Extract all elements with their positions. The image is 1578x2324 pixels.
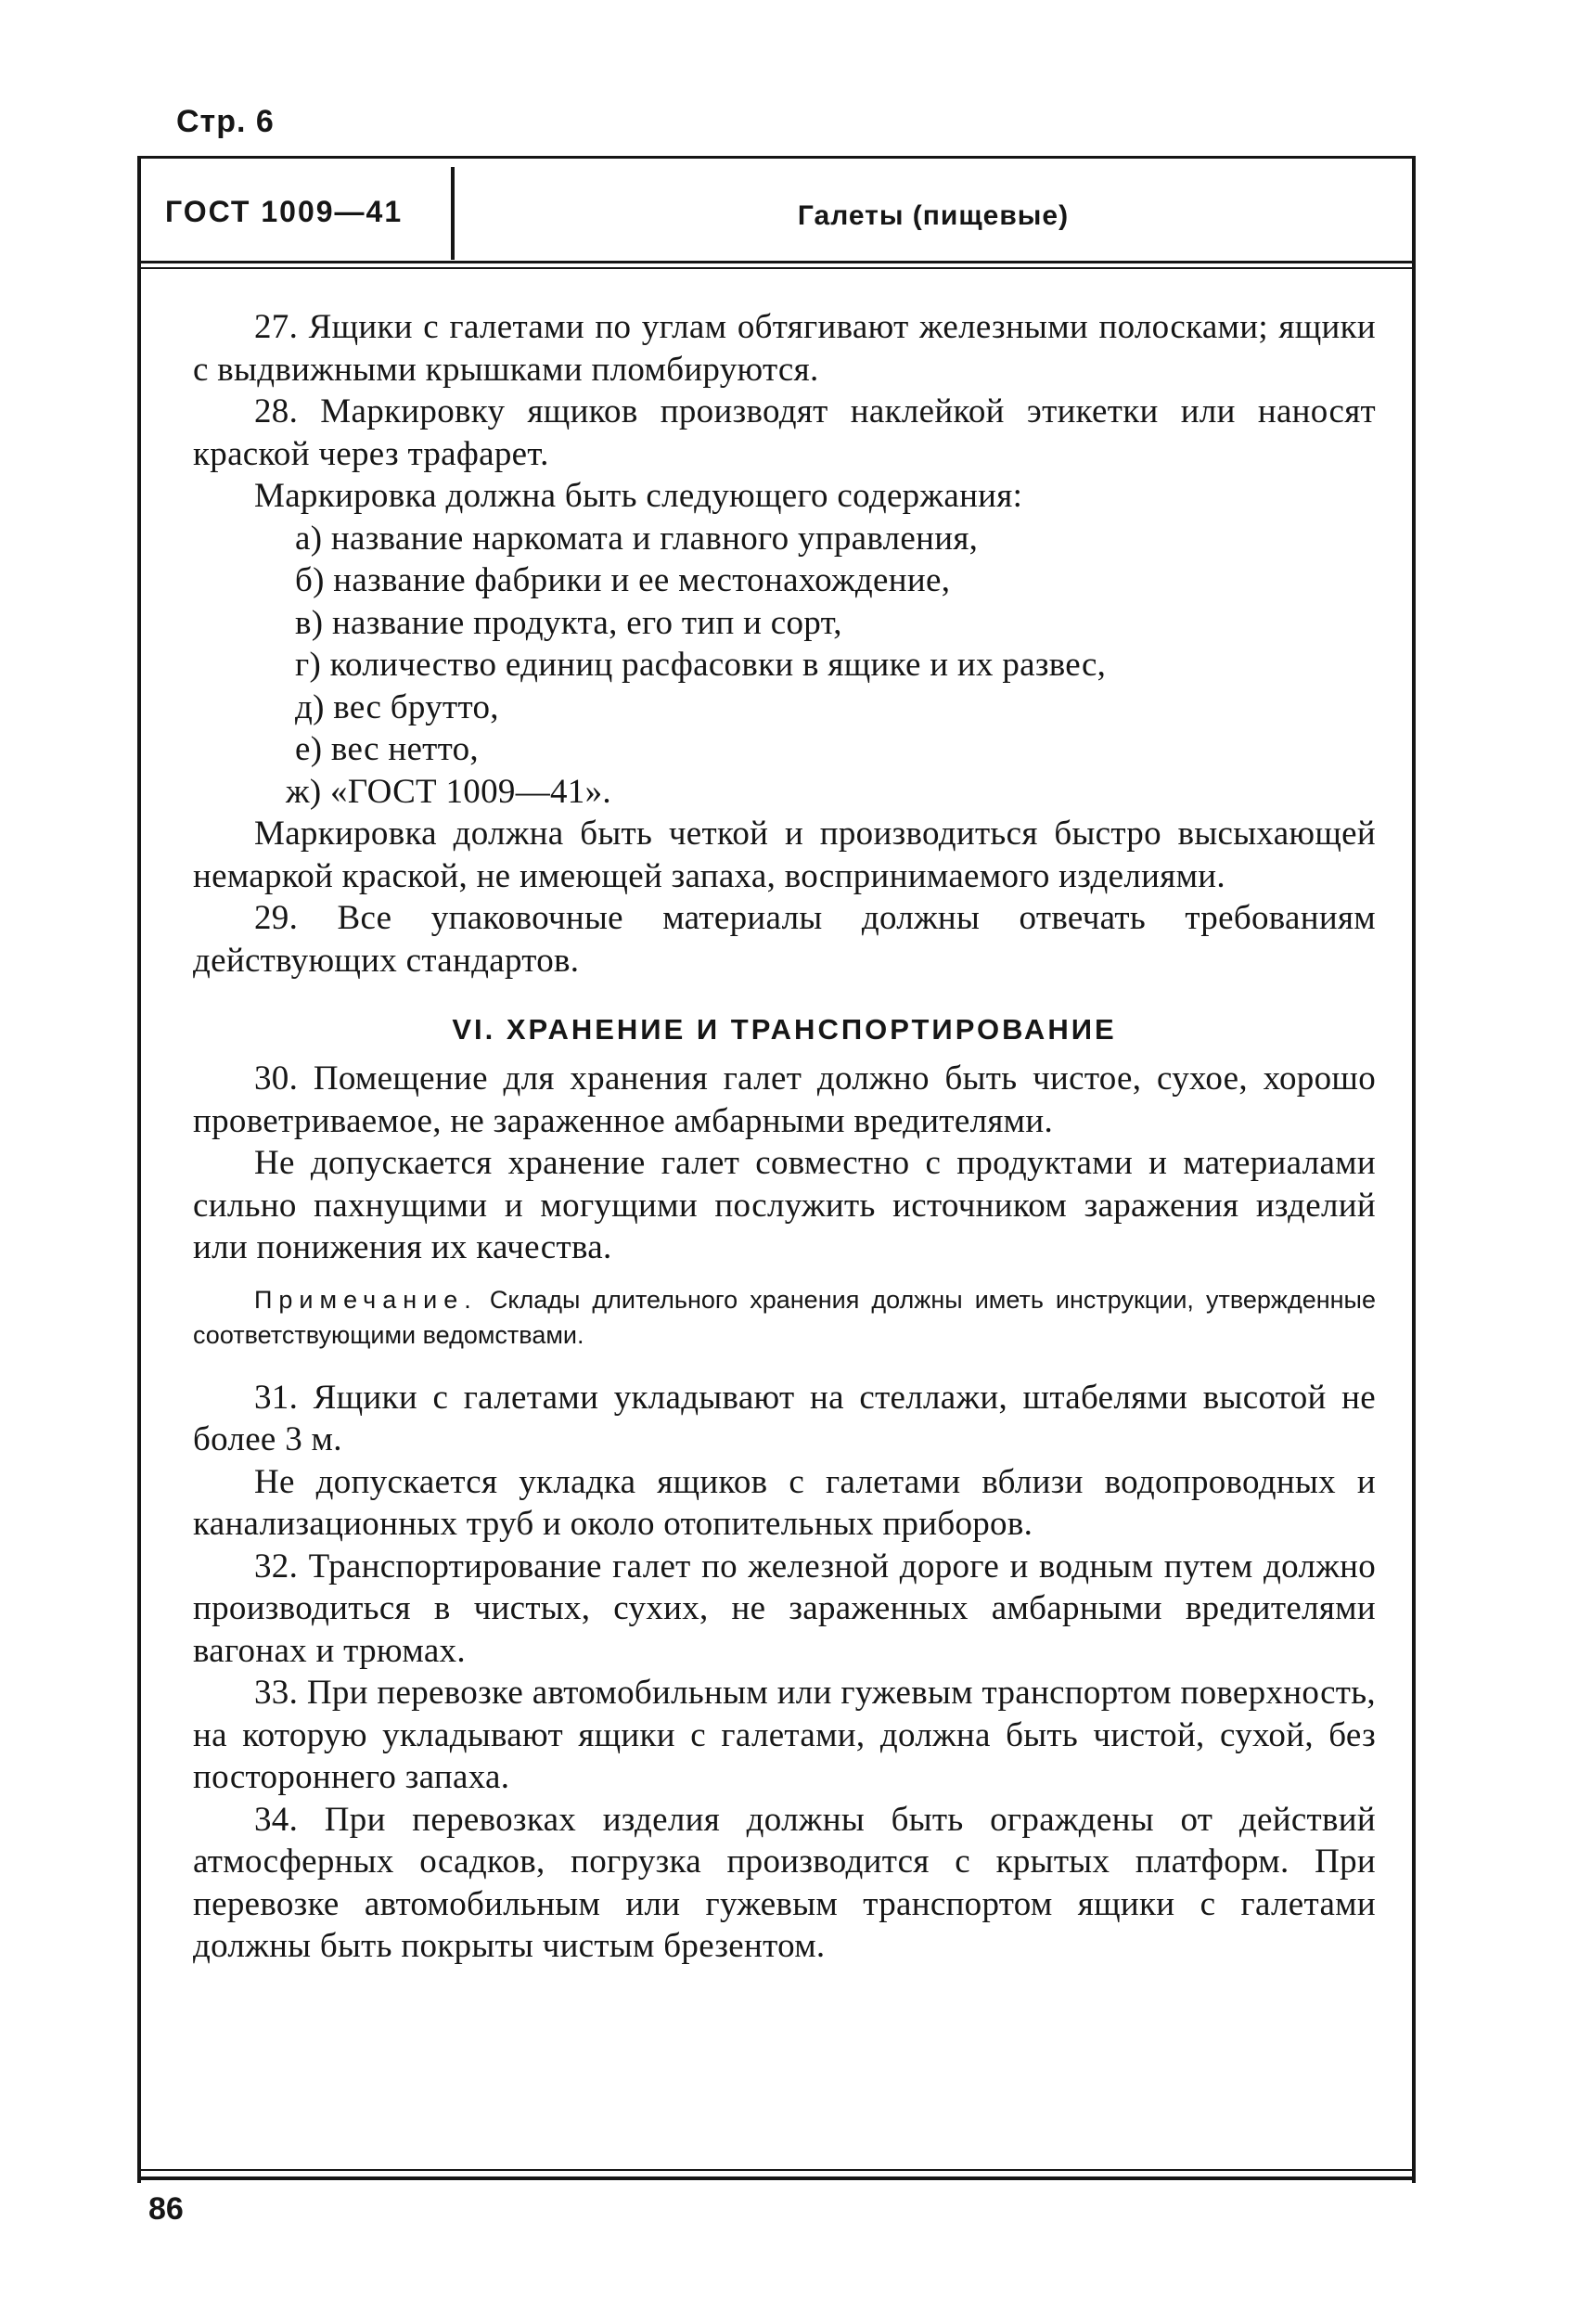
clause-32: 32. Транспортирование галет по железной дороге и водным путем должно производиться в чистых, сухих, не зараженных амбарными вредителями вагонах и трюмах. bbox=[193, 1547, 1376, 1670]
frame-right-border bbox=[1412, 156, 1416, 2183]
clause-28: 28. Маркировку ящиков производят наклейкой этикетки или наносят краской через трафарет. bbox=[193, 392, 1376, 473]
note-label: Примечание. bbox=[254, 1285, 478, 1314]
clause-33: 33. При перевозке автомобильным или гужевым транспортом поверхность, на которую укладывают ящики с галетами, должна быть чистой, сухой, без постороннего запаха. bbox=[193, 1674, 1376, 1796]
frame-left-border bbox=[137, 156, 141, 2183]
marking-list bbox=[193, 518, 1376, 814]
page-number: 86 bbox=[148, 2191, 184, 2227]
clause-29: 29. Все упаковочные материалы должны отвечать требованиям действующих стандартов. bbox=[193, 899, 1376, 980]
header-top-rule bbox=[137, 156, 1416, 159]
clause-31: 31. Ящики с галетами укладывают на стеллажи, штабелями высотой не более 3 м. bbox=[193, 1378, 1376, 1458]
footer-rule-thin bbox=[137, 2169, 1416, 2171]
header-bottom-rule bbox=[137, 261, 1416, 263]
clause-27: 27. Ящики с галетами по углам обтягивают железными полосками; ящики с выдвижными крышками пломбируются. bbox=[193, 308, 1376, 389]
page-label: Стр. 6 bbox=[176, 104, 275, 139]
clause-31-placement-restriction: Не допускается укладка ящиков с галетами вблизи водопроводных и канализационных труб и около отопительных приборов. bbox=[193, 1462, 1376, 1543]
marking-item: а) название наркомата и главного управления, bbox=[295, 519, 979, 558]
marking-item: б) название фабрики и ее местонахождение, bbox=[295, 561, 951, 599]
section-heading: VI. ХРАНЕНИЕ И ТРАНСПОРТИРОВАНИЕ bbox=[452, 1013, 1117, 1046]
marking-item: ж) «ГОСТ 1009—41». bbox=[286, 772, 611, 811]
marking-item: е) вес нетто, bbox=[295, 730, 479, 768]
marking-item: д) вес брутто, bbox=[295, 687, 499, 726]
header-standard-number: ГОСТ 1009—41 bbox=[165, 195, 404, 228]
marking-intro: Маркировка должна быть следующего содержания: bbox=[254, 477, 1023, 515]
document-body bbox=[193, 306, 1376, 1968]
note bbox=[193, 1282, 1376, 1353]
header-title: Галеты (пищевые) bbox=[797, 200, 1070, 231]
footer-rule bbox=[137, 2176, 1416, 2180]
marking-item: г) количество единиц расфасовки в ящике и их развес, bbox=[295, 646, 1107, 684]
marking-requirements: Маркировка должна быть четкой и производиться быстро высыхающей немаркой краской, не имеющей запаха, воспринимаемого изделиями. bbox=[193, 815, 1376, 895]
marking-item: в) название продукта, его тип и сорт, bbox=[295, 603, 842, 642]
clause-30-storage-restriction: Не допускается хранение галет совместно с продуктами и материалами сильно пахнущими и могущими послужить источником заражения изделий или понижения их качества. bbox=[193, 1144, 1376, 1266]
clause-34: 34. При перевозках изделия должны быть ограждены от действий атмосферных осадков, погрузка производится с крытых платформ. При перевозке автомобильным или гужевым транспортом ящики с галетами должны быть покрыты чистым брезентом. bbox=[193, 1800, 1376, 1965]
header-bottom-rule-thin bbox=[137, 267, 1416, 269]
note-text: Склады длительного хранения должны иметь инструкции, утвержденные соответствующими ведомствами. bbox=[193, 1285, 1376, 1349]
clause-30: 30. Помещение для хранения галет должно быть чистое, сухое, хорошо проветриваемое, не зараженное амбарными вредителями. bbox=[193, 1059, 1376, 1140]
